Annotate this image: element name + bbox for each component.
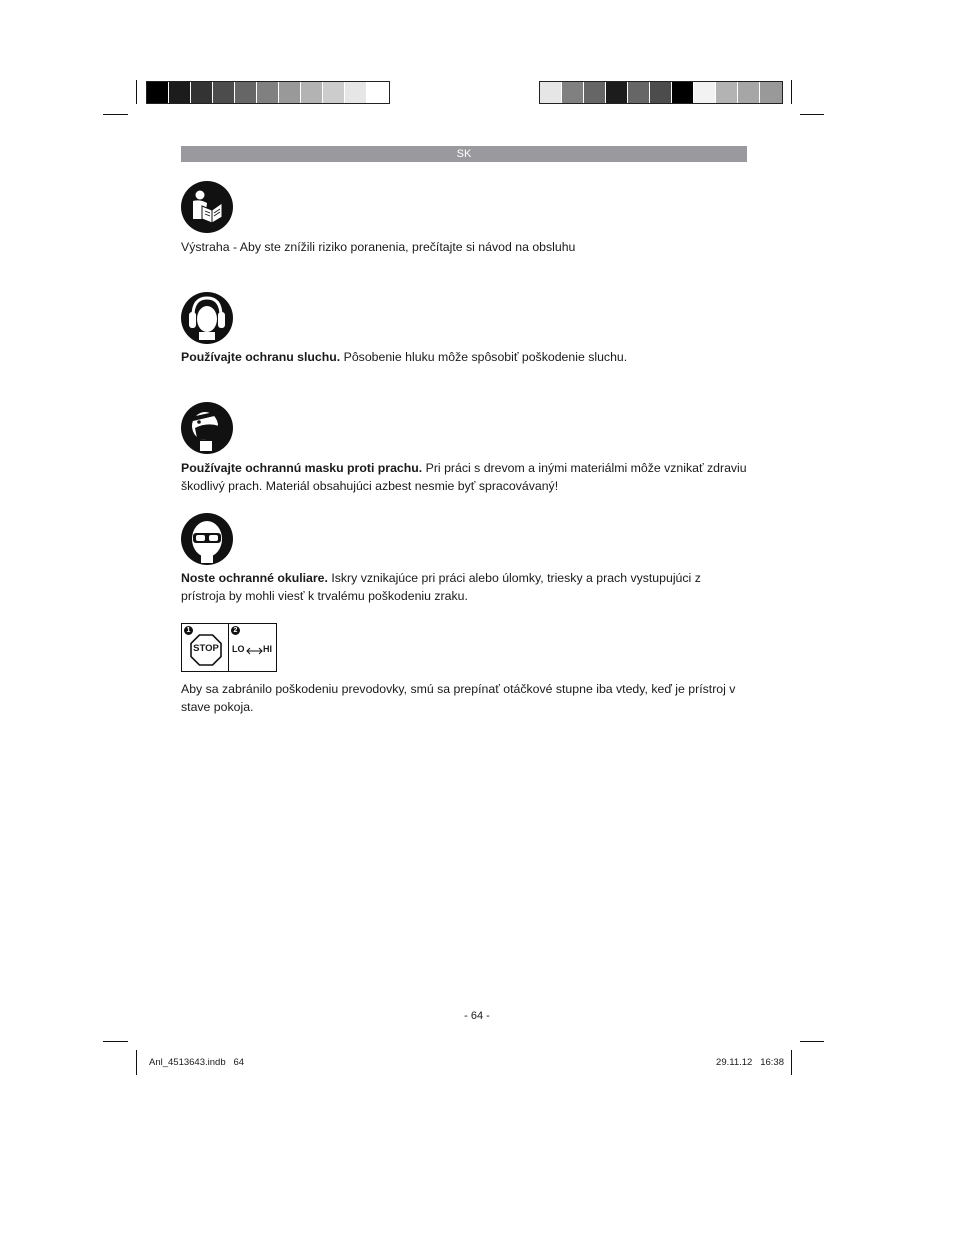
- color-swatch: [345, 82, 367, 103]
- color-swatch: [213, 82, 235, 103]
- color-swatch: [147, 82, 169, 103]
- section-text: Iskry vznikajúce pri práci alebo úlomky, triesky a prach vystupujúci z prístroja by mohli viesť k trvalému poškodeniu zraku.: [181, 571, 701, 603]
- color-swatch: [301, 82, 323, 103]
- safety-goggles-text: [181, 570, 747, 605]
- hi-label: HI: [263, 644, 272, 654]
- color-swatch: [279, 82, 301, 103]
- color-swatch: [760, 82, 782, 103]
- gear-switch-text: Aby sa zabránilo poškodeniu prevodovky, smú sa prepínať otáčkové stupne iba vtedy, keď je prístroj v stave pokoja.: [181, 682, 736, 714]
- crop-mark: [103, 1041, 128, 1042]
- color-bar-left: [146, 81, 390, 104]
- color-swatch: [235, 82, 257, 103]
- page-number: - 64 -: [464, 1010, 490, 1022]
- section-bold: Používajte ochranu sluchu.: [181, 350, 341, 364]
- step-number-2: 2: [231, 626, 240, 635]
- crop-mark: [136, 80, 137, 104]
- section-bold: Noste ochranné okuliare.: [181, 571, 328, 585]
- file-slug: Anl_4513643.indb 64: [149, 1057, 245, 1068]
- stop-cell: [182, 624, 229, 671]
- date-slug: 29.11.12 16:38: [716, 1057, 784, 1068]
- color-swatch: [562, 82, 584, 103]
- ear-protection-icon: [181, 292, 233, 344]
- dust-mask-icon: [181, 402, 233, 454]
- color-swatch: [672, 82, 694, 103]
- color-swatch: [323, 82, 345, 103]
- color-swatch: [628, 82, 650, 103]
- color-swatch: [650, 82, 672, 103]
- color-bar-right: [539, 81, 783, 104]
- color-swatch: [716, 82, 738, 103]
- step-number-1: 1: [184, 626, 193, 635]
- ear-protection-text: [181, 349, 747, 367]
- crop-mark: [791, 1050, 792, 1075]
- section-text: Pri práci s drevom a inými materiálmi môže vznikať zdraviu škodlivý prach. Materiál obsahujúci azbest nesmie byť spracovávaný!: [181, 461, 747, 493]
- color-swatch: [257, 82, 279, 103]
- color-swatch: [694, 82, 716, 103]
- double-arrow-icon: [246, 647, 263, 655]
- lo-hi-cell: [229, 624, 276, 671]
- read-manual-icon: [181, 181, 233, 233]
- lo-label: LO: [232, 644, 245, 654]
- crop-mark: [800, 1041, 824, 1042]
- crop-mark: [791, 80, 792, 104]
- crop-mark: [800, 114, 824, 115]
- warning-read-manual-text: [181, 239, 747, 257]
- color-swatch: [584, 82, 606, 103]
- color-swatch: [540, 82, 562, 103]
- crop-mark: [136, 1050, 137, 1075]
- color-swatch: [606, 82, 628, 103]
- color-swatch: [169, 82, 191, 103]
- dust-mask-text: [181, 460, 747, 495]
- safety-goggles-icon: [181, 513, 233, 565]
- crop-mark: [103, 114, 128, 115]
- color-swatch: [191, 82, 213, 103]
- stop-label: STOP: [193, 643, 219, 654]
- section-text: Výstraha - Aby ste znížili riziko poranenia, prečítajte si návod na obsluhu: [181, 240, 576, 254]
- section-bold: Používajte ochrannú masku proti prachu.: [181, 461, 423, 475]
- gear-switch-symbol: [181, 623, 277, 672]
- language-header: SK: [181, 146, 747, 162]
- color-swatch: [367, 82, 389, 103]
- color-swatch: [738, 82, 760, 103]
- section-text: Pôsobenie hluku môže spôsobiť poškodenie sluchu.: [340, 350, 628, 364]
